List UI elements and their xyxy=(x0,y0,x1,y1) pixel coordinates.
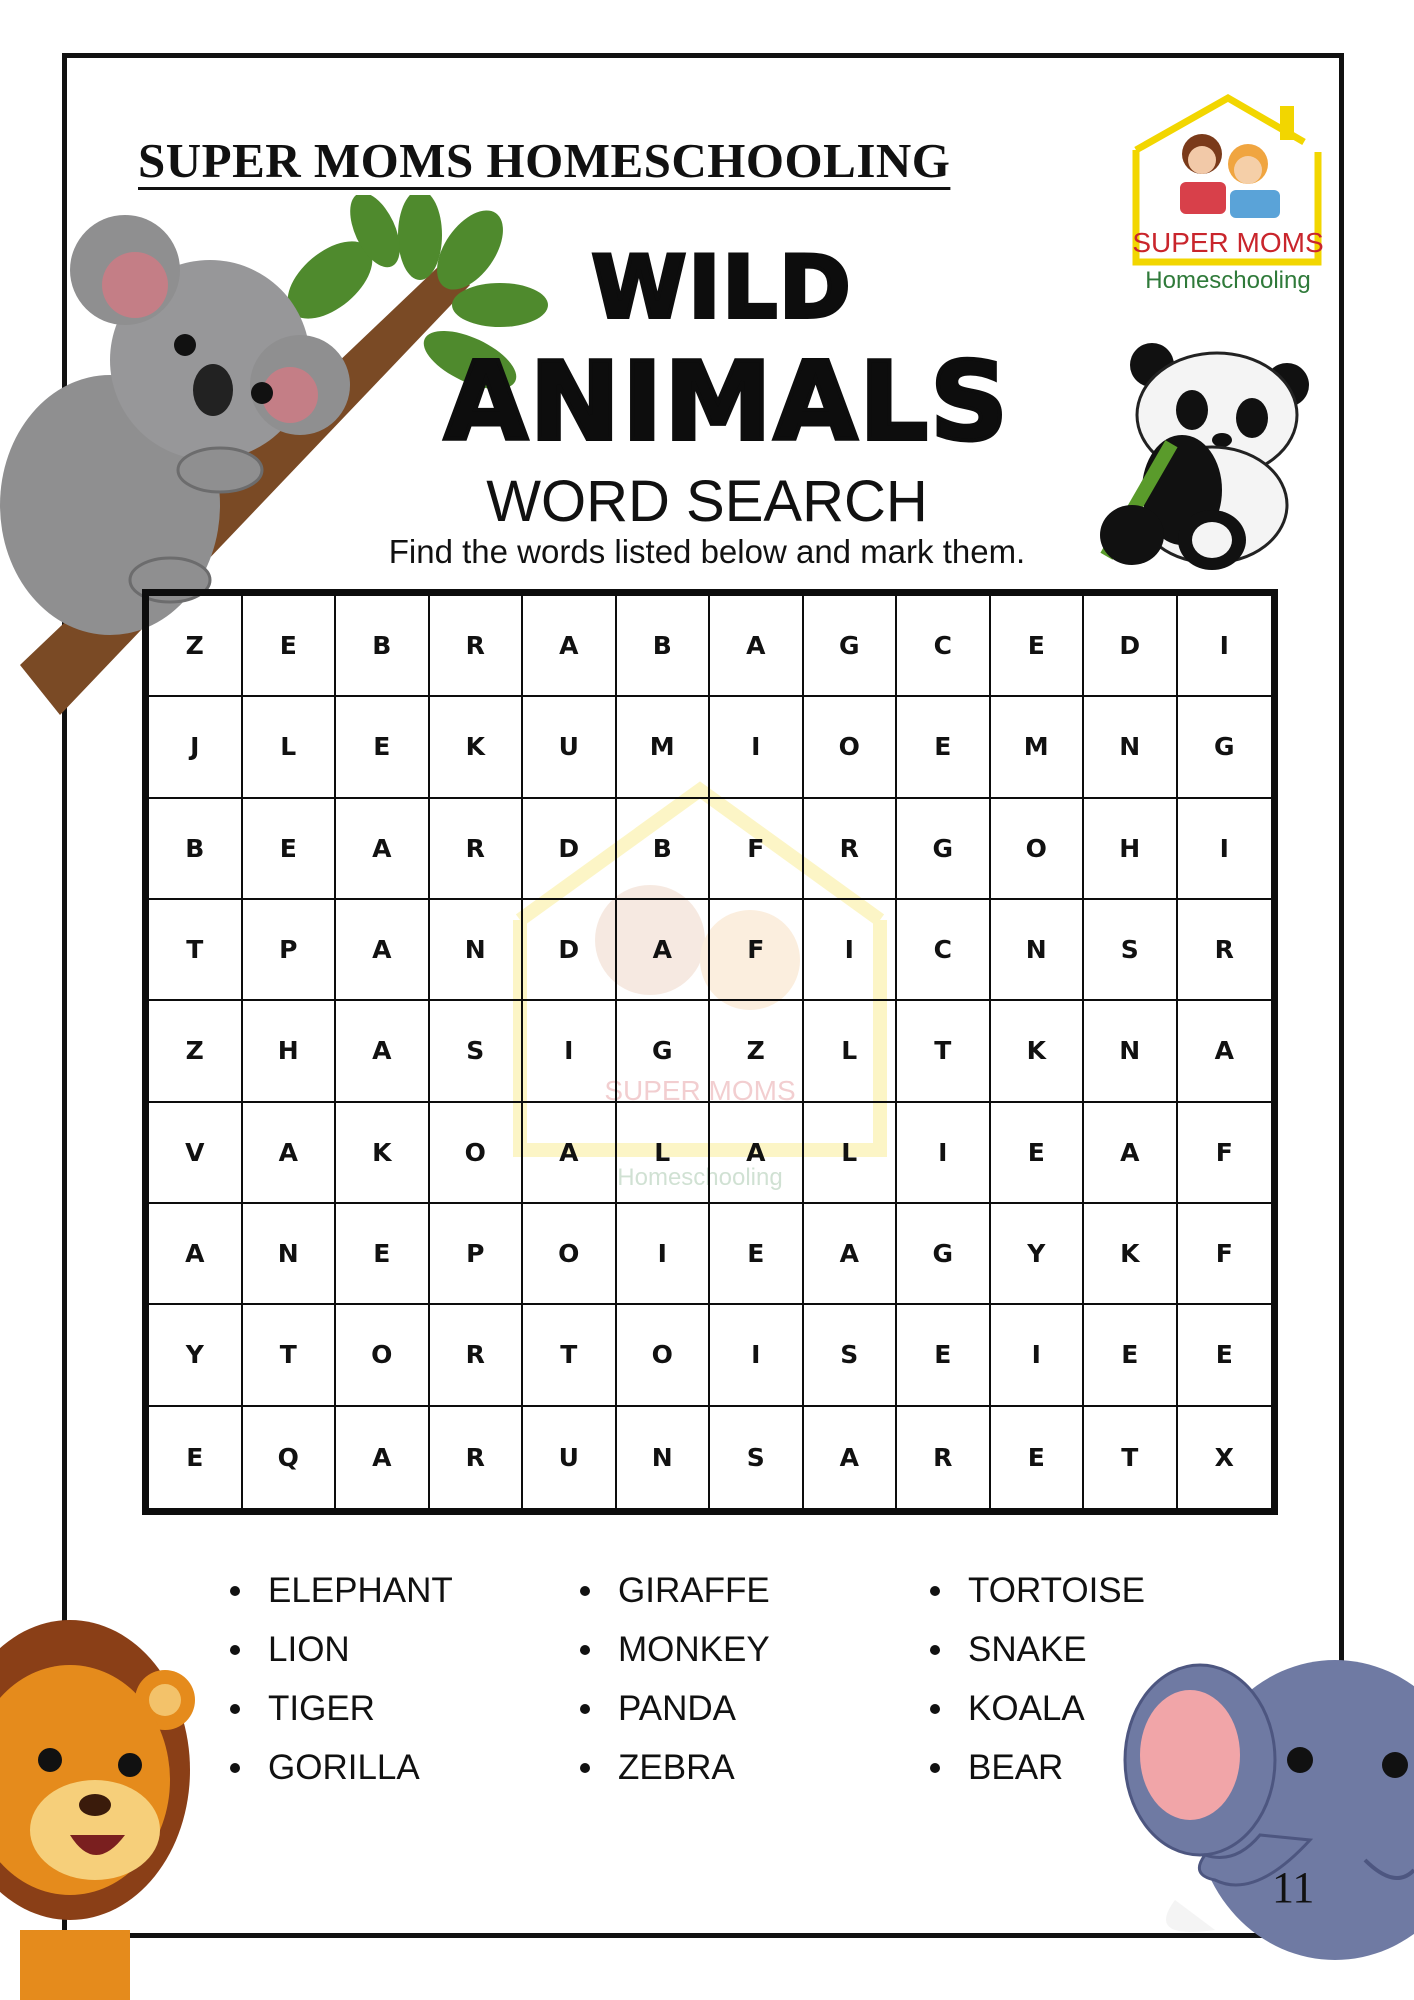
word-list-item: BEAR xyxy=(930,1745,1170,1791)
subtitle: WORD SEARCH xyxy=(486,469,928,534)
watermark-line1: SUPER MOMS xyxy=(604,1075,796,1106)
grid-cell[interactable]: K xyxy=(1084,1204,1178,1305)
word-search-grid xyxy=(142,589,1278,1515)
grid-cell[interactable]: L xyxy=(804,1103,898,1204)
grid-cell[interactable]: E xyxy=(149,1407,243,1508)
grid-cell[interactable]: B xyxy=(617,596,711,697)
grid-cell[interactable]: A xyxy=(243,1103,337,1204)
grid-cell[interactable]: A xyxy=(710,1103,804,1204)
grid-cell[interactable]: B xyxy=(149,799,243,900)
grid-cell[interactable]: G xyxy=(804,596,898,697)
grid-cell[interactable]: V xyxy=(149,1103,243,1204)
grid-cell[interactable]: O xyxy=(617,1305,711,1406)
grid-cell[interactable]: P xyxy=(430,1204,524,1305)
grid-cell[interactable]: E xyxy=(897,1305,991,1406)
word-list-item: GIRAFFE xyxy=(580,1568,930,1614)
logo-line2: Homeschooling xyxy=(1145,267,1311,294)
word-list-item: TORTOISE xyxy=(930,1568,1170,1614)
grid-cell[interactable]: E xyxy=(243,596,337,697)
grid-cell[interactable]: A xyxy=(523,1103,617,1204)
grid-cell[interactable]: E xyxy=(991,596,1085,697)
grid-cell[interactable]: L xyxy=(804,1001,898,1102)
grid-cell[interactable]: D xyxy=(1084,596,1178,697)
grid-cell[interactable]: S xyxy=(804,1305,898,1406)
grid-cell[interactable]: E xyxy=(1178,1305,1272,1406)
grid-cell[interactable]: A xyxy=(1084,1103,1178,1204)
page-number: 11 xyxy=(1272,1863,1315,1912)
grid-cell[interactable]: N xyxy=(430,900,524,1001)
instructions: Find the words listed below and mark them. xyxy=(388,533,1026,570)
word-list-item: LION xyxy=(230,1627,580,1673)
grid-cell[interactable]: A xyxy=(617,900,711,1001)
grid-cell[interactable]: A xyxy=(710,596,804,697)
grid-cell[interactable]: T xyxy=(149,900,243,1001)
grid-cell[interactable]: A xyxy=(1178,1001,1272,1102)
grid-cell[interactable]: O xyxy=(523,1204,617,1305)
word-list-item: KOALA xyxy=(930,1686,1170,1732)
grid-cell[interactable]: S xyxy=(430,1001,524,1102)
grid-cell[interactable]: L xyxy=(243,697,337,798)
watermark-line2: Homeschooling xyxy=(617,1164,783,1191)
grid-cell[interactable]: M xyxy=(617,697,711,798)
grid-cell[interactable]: Q xyxy=(243,1407,337,1508)
grid-cell[interactable]: R xyxy=(804,799,898,900)
grid-cell[interactable]: T xyxy=(1084,1407,1178,1508)
grid-cell[interactable]: X xyxy=(1214,1442,1234,1472)
word-list-item: SNAKE xyxy=(930,1627,1170,1673)
grid-cell[interactable]: C xyxy=(897,596,991,697)
grid-cell[interactable]: Y xyxy=(991,1204,1085,1305)
grid-cell[interactable]: E xyxy=(336,1204,430,1305)
lion-illustration xyxy=(0,1600,210,2000)
grid-cell[interactable]: I xyxy=(523,1001,617,1102)
word-list-item: MONKEY xyxy=(580,1627,930,1673)
grid-cell[interactable]: R xyxy=(1178,900,1272,1001)
grid-cell[interactable]: E xyxy=(1084,1305,1178,1406)
word-list xyxy=(230,1568,1170,1791)
grid-cell[interactable]: I xyxy=(804,900,898,1001)
grid-cell[interactable]: N xyxy=(243,1204,337,1305)
grid-cell[interactable]: Z xyxy=(710,1001,804,1102)
title-line1: WILD xyxy=(591,238,853,338)
grid-cell[interactable]: G xyxy=(1178,697,1272,798)
grid-cell[interactable]: A xyxy=(149,1204,243,1305)
grid-cell[interactable]: N xyxy=(1084,697,1178,798)
elephant-illustration xyxy=(1095,1640,1414,2000)
grid-cell[interactable]: E xyxy=(336,697,430,798)
grid-cell[interactable]: I xyxy=(1178,799,1272,900)
grid-cell[interactable]: N xyxy=(991,900,1085,1001)
grid-cell[interactable]: R xyxy=(897,1407,991,1508)
grid-cell[interactable]: I xyxy=(710,1305,804,1406)
grid-cell[interactable]: O xyxy=(336,1305,430,1406)
grid-cell[interactable]: A xyxy=(804,1407,898,1508)
grid-cell[interactable]: Z xyxy=(149,596,243,697)
grid-cell[interactable]: G xyxy=(617,1001,711,1102)
grid-cell[interactable]: O xyxy=(430,1103,524,1204)
grid-cell[interactable]: K xyxy=(336,1103,430,1204)
grid-cell[interactable]: G xyxy=(897,799,991,900)
word-list-item: TIGER xyxy=(230,1686,580,1732)
grid-cell[interactable]: Y xyxy=(149,1305,243,1406)
grid-cell[interactable]: E xyxy=(897,697,991,798)
grid-cell[interactable]: A xyxy=(523,596,617,697)
grid-cell[interactable]: S xyxy=(710,1407,804,1508)
grid-cell[interactable]: I xyxy=(991,1305,1085,1406)
grid-cell[interactable]: F xyxy=(710,799,804,900)
grid-cell[interactable]: A xyxy=(336,900,430,1001)
grid-cell[interactable]: N xyxy=(617,1407,711,1508)
word-list-item: ELEPHANT xyxy=(230,1568,580,1614)
word-list-item: ZEBRA xyxy=(580,1745,930,1791)
grid-cell[interactable]: U xyxy=(523,697,617,798)
grid-cell[interactable]: L xyxy=(617,1103,711,1204)
grid-cell[interactable]: B xyxy=(617,799,711,900)
grid-cell[interactable]: H xyxy=(243,1001,337,1102)
grid-cell[interactable]: C xyxy=(897,900,991,1001)
grid-cell[interactable]: I xyxy=(617,1204,711,1305)
word-list-item: GORILLA xyxy=(230,1745,580,1791)
grid-cell[interactable]: G xyxy=(897,1204,991,1305)
grid-cell[interactable]: D xyxy=(523,799,617,900)
grid-cell[interactable]: T xyxy=(523,1305,617,1406)
brand-title: SUPER MOMS HOMESCHOOLING xyxy=(138,133,951,188)
grid-cell[interactable]: K xyxy=(430,697,524,798)
grid-cell[interactable]: U xyxy=(523,1407,617,1508)
grid-cell[interactable]: I xyxy=(1178,596,1272,697)
word-list-item: PANDA xyxy=(580,1686,930,1732)
grid-cell[interactable]: E xyxy=(243,799,337,900)
grid-cell[interactable]: N xyxy=(1084,1001,1178,1102)
grid-cell[interactable]: R xyxy=(430,1407,524,1508)
grid-cell[interactable]: P xyxy=(243,900,337,1001)
grid-cell[interactable]: O xyxy=(804,697,898,798)
grid-cell[interactable]: I xyxy=(897,1103,991,1204)
grid-cell[interactable]: E xyxy=(991,1407,1085,1508)
grid-cell[interactable]: B xyxy=(336,596,430,697)
grid-cell[interactable]: E xyxy=(710,1204,804,1305)
grid-cell[interactable]: I xyxy=(710,697,804,798)
grid-cell[interactable]: D xyxy=(523,900,617,1001)
grid-cell[interactable]: R xyxy=(430,799,524,900)
grid-cell[interactable]: S xyxy=(1084,900,1178,1001)
panda-illustration xyxy=(1092,340,1312,570)
grid-cell[interactable]: A xyxy=(336,1407,430,1508)
grid-cell[interactable]: Z xyxy=(149,1001,243,1102)
grid-cell[interactable]: O xyxy=(991,799,1085,900)
grid-cell[interactable]: H xyxy=(1084,799,1178,900)
grid-cell[interactable]: R xyxy=(430,596,524,697)
grid-cell[interactable]: F xyxy=(1178,1103,1272,1204)
logo-line1: SUPER MOMS xyxy=(1132,227,1324,258)
grid-cell[interactable]: F xyxy=(1178,1204,1272,1305)
grid-cell[interactable]: J xyxy=(149,697,243,798)
grid-cell[interactable]: F xyxy=(710,900,804,1001)
grid-cell[interactable]: T xyxy=(243,1305,337,1406)
grid-cell[interactable]: A xyxy=(336,1001,430,1102)
grid-cell[interactable]: K xyxy=(991,1001,1085,1102)
grid-cell[interactable]: E xyxy=(991,1103,1085,1204)
grid-cell[interactable]: M xyxy=(991,697,1085,798)
grid-cell[interactable]: A xyxy=(804,1204,898,1305)
title-line2: ANIMALS xyxy=(444,340,1010,465)
grid-cell[interactable]: R xyxy=(430,1305,524,1406)
grid-cell[interactable]: T xyxy=(897,1001,991,1102)
grid-cell[interactable]: A xyxy=(336,799,430,900)
